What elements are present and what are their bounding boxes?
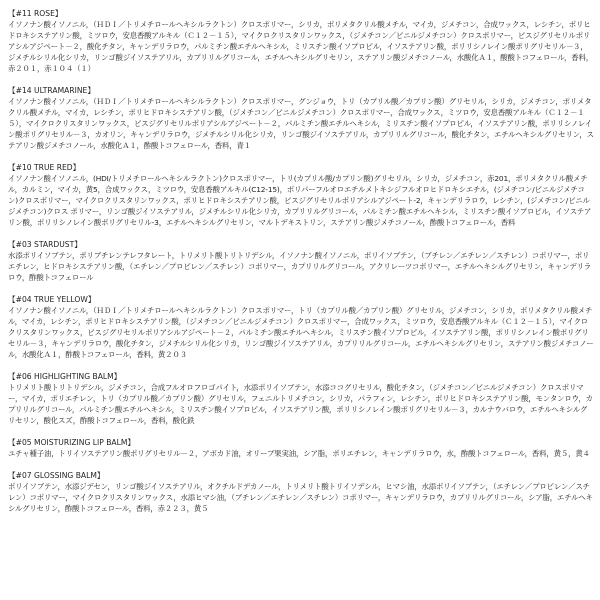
section-heading: 【#06 HIGHLIGHTING BALM】 (8, 372, 122, 381)
section-heading: 【#04 TRUE YELLOW】 (8, 295, 96, 304)
ingredient-text: イソノナン酸イソノニル，(HDI/トリメチロールヘキシルラクトン)クロスポリマー，トリ(カプリル酸/カプリン酸)グリセリル，シリカ，ジメチコン，赤201，ポリメタクリル酸メチル，カルミン，マイカ，黄5，合成ワックス，ミツロウ，安息香酸アルキル(C12-15)，ポリパーフルオロエチルメトキシジフルオロヒドロキシエチル，(ジメチコン/ビニルジメチコン)クロスポリマー，マイクロクリスタリンワックス，ポリヒドロキシステアリン酸，ビスジグリセリルポリアシルアジペート-2，キャンデリラロウ，レシチン，(ジメチコン/ビニルジメチコン)クロス ポリマー，リンゴ酸ジイソステアリル，ジメチルシリル化シリカ，カプリリルグリコール，パルミチン酸エチルヘキシル，ミリスチン酸イソプロピル，イソステアリン酸，ポリリシノレイン酸ポリグリセリル-3，エチルヘキシルグリセリン，マルトデキストリン，ステアリン酸ジメチコノール，酢酸トコフェロール，香料 (8, 174, 592, 227)
section-heading: 【#07 GLOSSING BALM】 (8, 471, 105, 480)
section-heading: 【#03 STARDUST】 (8, 240, 82, 249)
ingredient-text: イソノナン酸イソノニル，（ＨＤＩ／トリメチロールヘキシルラクトン）クロスポリマー，グンジョウ，トリ（カプリル酸／カプリン酸）グリセリル，シリカ，ジメチコン，ポリメタクリル酸メチル，マイカ，レシチン，ポリヒドロキシステアリン酸，（ジメチコン／ビニルジメチコン）クロスポリマー，合成ワックス，ミツロウ，安息香酸アルキル（Ｃ１２－１５），マイクロクリスタリンワックス，ビスジグリセリルポリアシルアジペート－２，パルミチン酸エチルヘキシル，ミリスチン酸イソプロピル，イソステアリン酸，ポリリシノレイン酸ポリグリセリル－３，カオリン，キャンデリラロウ，ジメチルシリル化シリカ，リンゴ酸ジイソステアリル，カプリリルグリコール，酸化チタン，エチルヘキシルグリセリン，ステアリン酸ジメチコノール，水酸化Ａ１，酢酸トコフェロール，香料，青１ (8, 97, 594, 150)
ingredient-text: ポリイソブテン，水添ジデセン，リンゴ酸ジイソステアリル，オクチルドデカノール，トリメリト酸トリイソデシル，ヒマシ油，水添ポリイソブテン，（エチレン／プロピレン／スチレン）コポリマー，マイクロクリスタリンワックス，水添ヒマシ油，（ブチレン／エチレン／スチレン）コポリマー，キャンデリラロウ，カプリリルグリコール，シア脂，エチルヘキシルグリセリン，酢酸トコフェロール，香料，赤２２３，黄５ (8, 482, 593, 513)
section-heading: 【#05 MOISTURIZING LIP BALM】 (8, 438, 135, 447)
section-heading: 【#11 ROSE】 (8, 9, 63, 18)
section-highlighting-balm (8, 371, 594, 426)
section-glossing-balm (8, 470, 594, 514)
section-ultramarine (8, 85, 594, 151)
ingredient-text: 水添ポリイソブテン，ポリブチレンテレフタレート，トリメリト酸トリトリデシル，イソノナン酸イソノニル，ポリイソブテン，（ブチレン／エチレン／スチレン）コポリマー，ポリエチレン，ヒドロキシステアリン酸，（エチレン／プロピレン／スチレン）コポリマー，カプリリルグリコール，アクリレーツコポリマー，エチルヘキシルグリセリン，キャンデリラロウ，酢酸トコフェロール (8, 251, 592, 282)
section-true-yellow (8, 294, 594, 360)
section-rose (8, 8, 594, 74)
section-stardust (8, 239, 594, 283)
ingredient-text: トリメリト酸トリトリデシル，ジメチコン，合成フルオロフロゴパイト，水添ポリイソブテン，水添ココグリセリル，酸化チタン，（ジメチコン／ビニルジメチコン）クロスポリマー，マイカ，ポリエチレン，トリ（カプリル酸／カプリン酸）グリセリル，フェニルトリメチコン，シリカ，パラフィン，レシチン，ポリヒドロキシステアリン酸，モンタンロウ，カプリリルグリコール，パルミチン酸エチルヘキシル，ミリスチン酸イソプロピル，イソステアリン酸，ポリリシノレイン酸ポリグリセリル－３，カルナウバロウ，エチルヘキシルグリセリン，酸化スズ，酢酸トコフェロール，香料，酸化鉄 (8, 383, 593, 425)
section-heading: 【#10 TRUE RED】 (8, 163, 81, 172)
ingredient-text: イソノナン酸イソノニル，（ＨＤＩ／トリメチロールヘキシルラクトン）クロスポリマー，シリカ，ポリメタクリル酸メチル，マイカ，ジメチコン，合成ワックス，レシチン，ポリヒドロキシステアリン酸，ミツロウ，安息香酸アルキル（Ｃ１２－１５），マイクロクリスタリンワックス，（ジメチコン／ビニルジメチコン）クロスポリマー，ビスジグリセリルポリアシルアジペート－２，酸化チタン，キャンデリラロウ，パルミチン酸エチルヘキシル，ミリスチン酸イソプロピル，イソステアリン酸，ポリリシノレイン酸ポリグリセリル－３，ジメチルシリル化シリカ，リンゴ酸ジイソステアリル，カプリリルグリコール，エチルヘキシルグリセリン，ステアリン酸ジメチコノール，水酸化Ａ１，酸酸トコフェロール，香料，赤２０１，赤１０４（１） (8, 20, 593, 73)
section-heading: 【#14 ULTRAMARINE】 (8, 86, 95, 95)
ingredient-text: イソノナン酸イソノニル，（ＨＤＩ／トリメチロールヘキシルラクトン）クロスポリマー，トリ（カプリル酸／カプリン酸）グリセリル，ジメチコン，シリカ，ポリメタクリル酸メチル，マイカ，レシチン，ポリヒドロキシステアリン酸，（ジメチコン／ビニルジメチコン）クロスポリマー，合成ワックス，ミツロウ，安息香酸アルキル（Ｃ１２－１５），マイクロクリスタリンワックス，ビスジグリセリルポリアシルアジペート－２，パルミチン酸エチルヘキシル，ミリスチン酸イソプロピル，イソステアリン酸，ポリリシノレイン酸ポリグリセリル－３，キャンデリラロウ，酸化チタン，ジメチルシリル化シリカ，リンゴ酸ジイソステアリル，カプリリルグリコール，エチルヘキシルグリセリン，ステアリン酸ジメチコノール，水酸化Ａ１，酢酸トコフェロール，香料，黄２０３ (8, 306, 594, 359)
section-moisturizing-lip-balm (8, 437, 594, 459)
ingredient-text: ユチャ種子油，トリイソステアリン酸ポリグリセリル－２，アボカド油，オリーブ果実油，シア脂，ポリエチレン，キャンデリラロウ，水，酢酸トコフェロール，香料，黄５，黄４ (8, 449, 590, 458)
section-true-red (8, 162, 594, 228)
ingredient-list (8, 8, 594, 525)
